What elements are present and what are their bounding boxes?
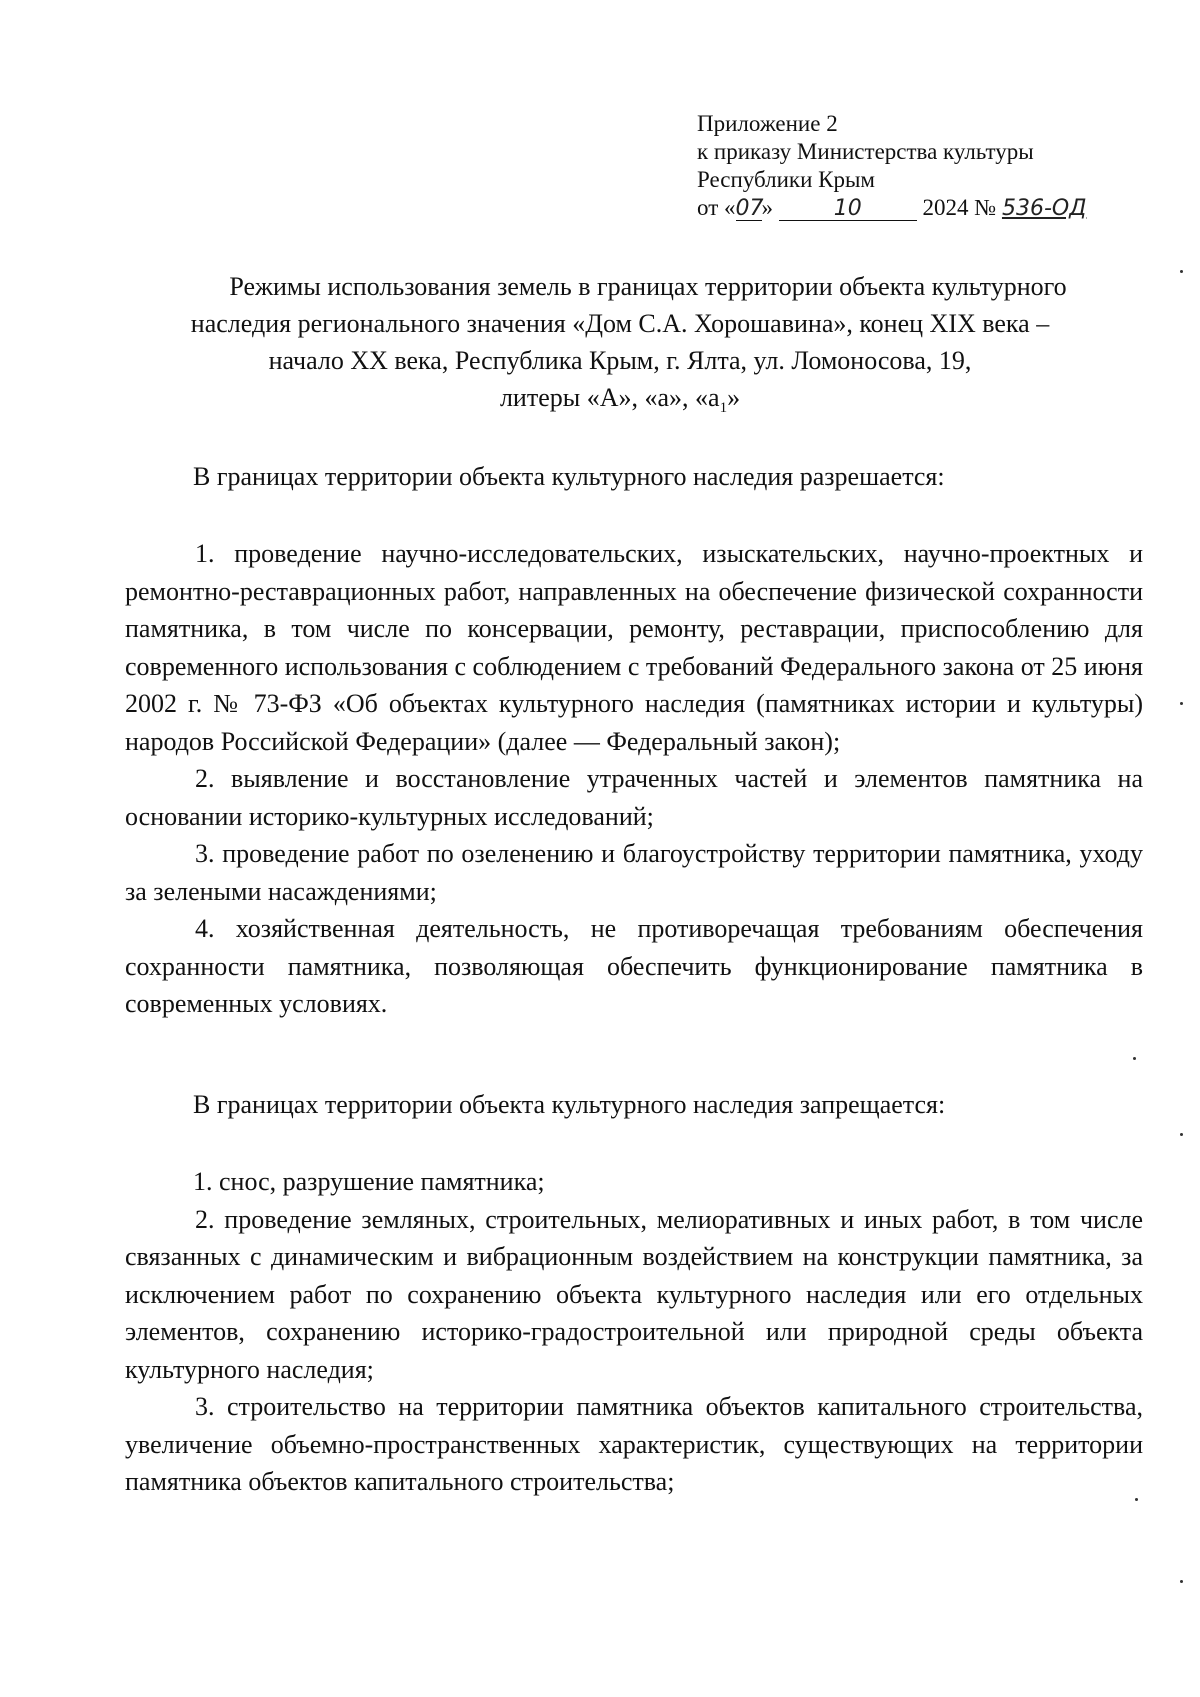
approval-block bbox=[697, 110, 1086, 223]
prohibited-heading: В границах территории объекта культурного наследия запрещается: bbox=[193, 1090, 946, 1119]
approval-line-republic: Республики Крым bbox=[697, 167, 875, 192]
date-year: 2024 № bbox=[922, 195, 997, 220]
title-line-4-text: литеры «А», «а», «а bbox=[499, 383, 720, 412]
title-line-1: Режимы использования земель в границах территории объекта культурного bbox=[229, 272, 1067, 301]
allowed-list bbox=[125, 535, 1143, 1023]
date-prefix: от « bbox=[697, 195, 736, 220]
scan-speck bbox=[1133, 1057, 1136, 1060]
scan-speck bbox=[1180, 1133, 1183, 1136]
title-line-3: начало XX века, Республика Крым, г. Ялта, ул. Ломоносова, 19, bbox=[268, 346, 972, 375]
prohibited-item: 2. проведение земляных, строительных, мелиоративных и иных работ, в том числе связанных с динамическим и вибрационным воздействием на конструкции памятника, за исключением работ по сохранению объекта культурного наследия или его отдельных элементов, сохранению историко-градостроительной или природной среды объекта культурного наследия; bbox=[125, 1204, 1143, 1384]
order-number: 536-ОД bbox=[1001, 196, 1087, 221]
title-line-2: наследия регионального значения «Дом С.А. Хорошавина», конец XIX века – bbox=[190, 309, 1050, 338]
approval-line-order: к приказу Министерства культуры bbox=[697, 139, 1034, 164]
prohibited-item: 1. снос, разрушение памятника; bbox=[193, 1167, 545, 1196]
scan-speck bbox=[1180, 702, 1183, 705]
title-subscript: 1 bbox=[719, 400, 728, 417]
approval-date-line bbox=[697, 194, 1086, 223]
scan-speck bbox=[1180, 270, 1183, 273]
scan-speck bbox=[1180, 1580, 1183, 1583]
prohibited-item: 3. строительство на территории памятника объектов капитального строительства, увеличение объемно-пространственных характеристик, существующих на территории памятника объектов капитального строительства; bbox=[125, 1392, 1143, 1496]
scan-speck bbox=[1135, 1498, 1138, 1501]
date-month: 10 bbox=[779, 198, 917, 221]
allowed-item: 4. хозяйственная деятельность, не противоречащая требованиям обеспечения сохранности памятника, позволяющая обеспечить функционирование памятника в современных условиях. bbox=[125, 914, 1143, 1018]
prohibited-list bbox=[125, 1163, 1143, 1501]
allowed-item: 3. проведение работ по озеленению и благоустройству территории памятника, уходу за зелеными насаждениями; bbox=[125, 839, 1143, 906]
approval-line-appendix: Приложение 2 bbox=[697, 111, 838, 136]
allowed-heading: В границах территории объекта культурного наследия разрешается: bbox=[193, 462, 945, 491]
allowed-item: 2. выявление и восстановление утраченных частей и элементов памятника на основании историко-культурных исследований; bbox=[125, 764, 1143, 831]
title-line-4 bbox=[140, 379, 1100, 427]
date-day: 07 bbox=[735, 196, 764, 221]
allowed-item: 1. проведение научно-исследовательских, изыскательских, научно-проектных и ремонтно-реставрационных работ, направленных на обеспечение физической сохранности памятника, в том числе по консервации, ремонту, реставрации, приспособлению для современного использования с соблюдением с требований Федерального закона от 25 июня 2002 г. № 73-ФЗ «Об объектах культурного наследия (памятниках истории и культуры) народов Российской Федерации» (далее — Федеральный закон); bbox=[125, 539, 1143, 756]
title-line-4-end: » bbox=[727, 383, 741, 412]
document-title bbox=[140, 268, 1100, 427]
date-mid: » bbox=[761, 195, 773, 220]
